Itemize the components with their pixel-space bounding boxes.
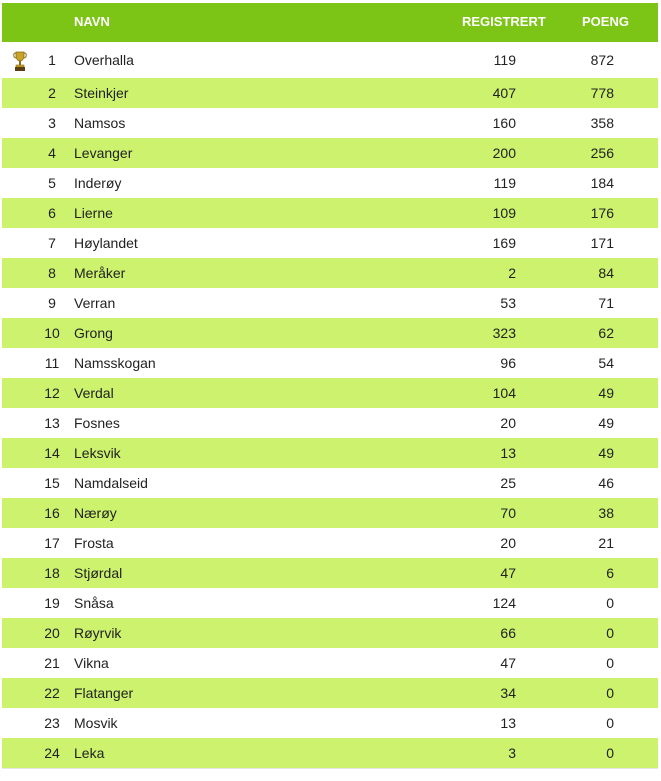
name-cell: Mosvik: [74, 715, 118, 731]
points-cell: 0: [606, 625, 614, 641]
registered-cell: 3: [508, 745, 516, 761]
points-cell: 49: [598, 415, 614, 431]
table-body: [2, 42, 658, 769]
rank-cell: 14: [44, 445, 60, 461]
rank-cell: 12: [44, 385, 60, 401]
rank-cell: 3: [48, 115, 56, 131]
rank-cell: 18: [44, 565, 60, 581]
table-row[interactable]: [2, 378, 658, 408]
points-cell: 872: [590, 52, 614, 68]
points-cell: 54: [598, 355, 614, 371]
table-row[interactable]: [2, 618, 658, 648]
registered-cell: 104: [492, 385, 516, 401]
registered-cell: 160: [492, 115, 516, 131]
registered-cell: 109: [492, 205, 516, 221]
table-row[interactable]: [2, 408, 658, 438]
name-cell: Leksvik: [74, 445, 121, 461]
table-row[interactable]: [2, 738, 658, 768]
points-cell: 256: [590, 145, 614, 161]
name-cell: Inderøy: [74, 175, 122, 191]
name-cell: Fosnes: [74, 415, 120, 431]
table-row[interactable]: [2, 228, 658, 258]
rank-cell: 11: [44, 355, 60, 371]
table-row[interactable]: [2, 648, 658, 678]
registered-cell: 2: [508, 265, 516, 281]
points-cell: 0: [606, 595, 614, 611]
registered-cell: 20: [500, 415, 516, 431]
name-cell: Vikna: [74, 655, 109, 671]
name-cell: Grong: [74, 325, 113, 341]
name-cell: Overhalla: [74, 52, 134, 68]
name-cell: Flatanger: [74, 685, 134, 701]
points-cell: 0: [606, 655, 614, 671]
table-row[interactable]: [2, 708, 658, 738]
table-row[interactable]: [2, 438, 658, 468]
trophy-icon: [12, 50, 28, 72]
rank-cell: 5: [48, 175, 56, 191]
name-cell: Nærøy: [74, 505, 117, 521]
table-row[interactable]: [2, 348, 658, 378]
leaderboard-table: [2, 3, 658, 769]
table-row[interactable]: [2, 498, 658, 528]
rank-cell: 19: [44, 595, 60, 611]
registered-cell: 407: [492, 85, 516, 101]
rank-cell: 16: [44, 505, 60, 521]
name-cell: Lierne: [74, 205, 113, 221]
registered-cell: 323: [492, 325, 516, 341]
rank-cell: 15: [44, 475, 60, 491]
points-cell: 49: [598, 385, 614, 401]
registered-cell: 25: [500, 475, 516, 491]
name-cell: Namsskogan: [74, 355, 156, 371]
rank-cell: 13: [44, 415, 60, 431]
rank-cell: 2: [48, 85, 56, 101]
registered-cell: 20: [500, 535, 516, 551]
registered-cell: 124: [492, 595, 516, 611]
name-cell: Høylandet: [74, 235, 138, 251]
name-cell: Verran: [74, 295, 116, 311]
table-row[interactable]: [2, 108, 658, 138]
registered-cell: 47: [500, 565, 516, 581]
table-row[interactable]: [2, 528, 658, 558]
name-cell: Stjørdal: [74, 565, 123, 581]
table-row[interactable]: [2, 138, 658, 168]
registered-cell: 70: [500, 505, 516, 521]
table-row[interactable]: [2, 198, 658, 228]
points-cell: 0: [606, 715, 614, 731]
rank-cell: 20: [44, 625, 60, 641]
rank-cell: 4: [48, 145, 56, 161]
points-cell: 21: [598, 535, 614, 551]
name-cell: Leka: [74, 745, 105, 761]
name-cell: Snåsa: [74, 595, 114, 611]
registered-cell: 13: [500, 715, 516, 731]
points-cell: 358: [590, 115, 614, 131]
name-cell: Verdal: [74, 385, 114, 401]
points-cell: 184: [590, 175, 614, 191]
points-cell: 0: [606, 745, 614, 761]
points-cell: 176: [590, 205, 614, 221]
rank-cell: 23: [44, 715, 60, 731]
table-row[interactable]: [2, 318, 658, 348]
rank-cell: 9: [48, 295, 56, 311]
points-cell: 778: [590, 85, 614, 101]
rank-cell: 7: [48, 235, 56, 251]
name-cell: Røyrvik: [74, 625, 122, 641]
registered-cell: 66: [500, 625, 516, 641]
registered-cell: 47: [500, 655, 516, 671]
registered-cell: 169: [492, 235, 516, 251]
registered-cell: 34: [500, 685, 516, 701]
table-row[interactable]: [2, 78, 658, 108]
registered-cell: 119: [493, 52, 516, 68]
table-row[interactable]: [2, 42, 658, 78]
table-header: [2, 3, 658, 42]
rank-cell: 24: [44, 745, 60, 761]
rank-cell: 8: [48, 265, 56, 281]
rank-cell: 1: [48, 52, 56, 68]
rank-cell: 21: [44, 655, 60, 671]
name-cell: Steinkjer: [74, 85, 129, 101]
registered-cell: 119: [493, 175, 516, 191]
points-cell: 0: [606, 685, 614, 701]
table-row[interactable]: [2, 168, 658, 198]
registered-cell: 96: [500, 355, 516, 371]
table-row[interactable]: [2, 288, 658, 318]
points-cell: 38: [598, 505, 614, 521]
table-row[interactable]: [2, 678, 658, 708]
registered-cell: 200: [492, 145, 516, 161]
points-cell: 171: [590, 235, 614, 251]
rank-cell: 17: [44, 535, 60, 551]
rank-cell: 22: [44, 685, 60, 701]
table-row[interactable]: [2, 588, 658, 618]
name-cell: Meråker: [74, 265, 126, 281]
column-header-poeng[interactable]: POENG: [582, 14, 629, 29]
registered-cell: 53: [500, 295, 516, 311]
registered-cell: 13: [500, 445, 516, 461]
table-row[interactable]: [2, 558, 658, 588]
column-header-registrert[interactable]: REGISTRERT: [462, 14, 546, 29]
rank-cell: 6: [48, 205, 56, 221]
points-cell: 84: [598, 265, 614, 281]
points-cell: 6: [606, 565, 614, 581]
name-cell: Levanger: [74, 145, 133, 161]
points-cell: 46: [598, 475, 614, 491]
points-cell: 71: [598, 295, 614, 311]
name-cell: Namdalseid: [74, 475, 148, 491]
table-row[interactable]: [2, 468, 658, 498]
table-row[interactable]: [2, 258, 658, 288]
points-cell: 49: [598, 445, 614, 461]
name-cell: Namsos: [74, 115, 126, 131]
name-cell: Frosta: [74, 535, 114, 551]
rank-cell: 10: [44, 325, 60, 341]
points-cell: 62: [598, 325, 614, 341]
column-header-navn[interactable]: NAVN: [74, 14, 110, 29]
